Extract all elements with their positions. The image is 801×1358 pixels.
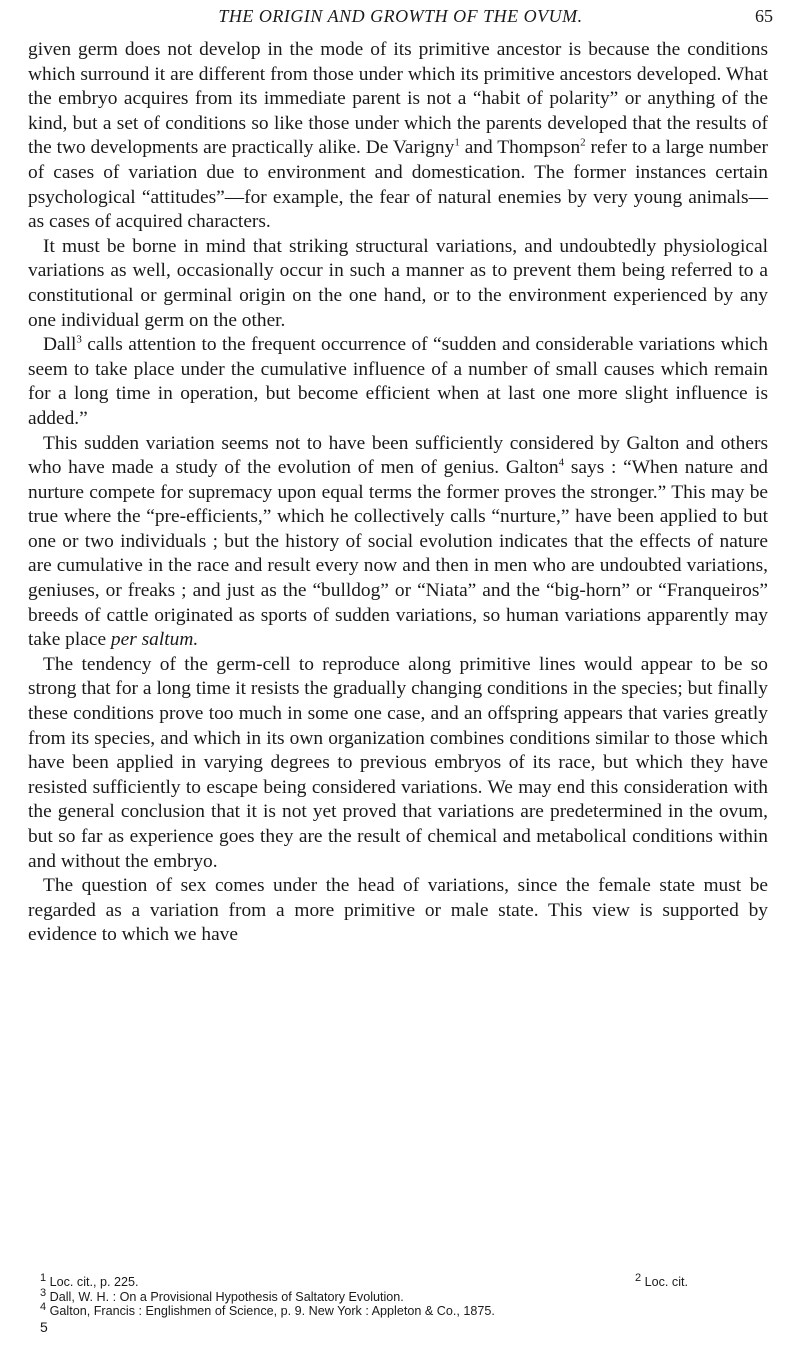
page-number: 65	[755, 6, 773, 26]
paragraph	[28, 874, 768, 948]
footnote-3	[28, 1286, 768, 1305]
footnote-marker: 4	[40, 1301, 47, 1313]
paragraph-text: and Thompson	[459, 137, 581, 159]
footnote-4	[28, 1301, 768, 1319]
footnote-reference: 1	[454, 136, 460, 149]
footnote-reference: 3	[76, 333, 82, 346]
footnote-2	[623, 1271, 688, 1290]
paragraph	[28, 653, 768, 874]
footnote-text: Dall, W. H. : On a Provisional Hypothesis of Saltatory Evolution.	[49, 1289, 404, 1304]
footnote-text: Loc. cit., p. 225.	[49, 1275, 139, 1289]
footnote-reference: 4	[558, 456, 565, 469]
footnote-marker: 3	[40, 1286, 47, 1299]
body-text	[28, 38, 768, 948]
paragraph	[28, 333, 768, 431]
paragraph-text: It must be borne in mind that striking structural variations, and undoubtedly physiological variations as well, occasionally occur in such a manner as to prevent them being referred to a constitutional or germinal origin on the one hand, or to the environment experienced by any one individual germ on the other.	[28, 235, 768, 331]
paragraph-text: This sudden variation seems not to have been sufficiently considered by Galton and others who have made a study of the evolution of men of genius. Galton	[28, 432, 768, 479]
paragraph-text: Dall	[43, 334, 77, 356]
paragraph-text: The question of sex comes under the head of variations, since the female state must be regarded as a variation from a more primitive or male state. This view is supported by evidence to which we have	[28, 875, 768, 946]
paragraph-text: The tendency of the germ-cell to reproduce along primitive lines would appear to be so strong that for a long time it resists the gradually changing conditions in the species; but finally these conditions prove too much in some one case, and an offspring appears that varies greatly from its species, and which in its own organization combines conditions similar to those which have been applied in varying degrees to previous embryos of its race, but which they have resisted sufficiently to escape being considered variations. We may end this consideration with the general conclusion that it is not yet proved that variations are predetermined in the ovum, but so far as experience goes they are the result of chemical and metabolical conditions within and without the embryo.	[28, 653, 768, 872]
footnote-marker: 1	[40, 1271, 47, 1284]
footnote-row	[28, 1271, 768, 1290]
page-header	[0, 6, 801, 32]
paragraph-text: says : “When nature and nurture compete for supremacy upon equal terms the former proves the stronger.” This may be true where the “pre-efficients,” which he collectively calls “nurture,” have been applied to but one or two individuals ; but the history of social evolution indicates that the effects of nature are cumulative in the race and result every now and then in men who are undoubted variations, geniuses, or freaks ; and just as the “bulldog” or “Niata” and the “big-horn” or “Franqueiros” breeds of cattle originated as sports of sudden variations, so human variations apparently may take place	[28, 457, 768, 651]
italic-text: per saltum.	[110, 629, 199, 651]
signature-mark: 5	[40, 1318, 48, 1335]
footnote-text: Loc. cit.	[644, 1275, 688, 1289]
paragraph-text: refer to a large number of cases of variation due to environment and domestication. The former instances certain psychological “attitudes”—for example, the fear of natural enemies by very young animals—as cases of acquired characters.	[28, 137, 768, 233]
paragraph	[28, 235, 768, 333]
paragraph-text: given germ does not develop in the mode of its primitive ancestor is because the conditions which surround it are different from those under which its primitive ancestors developed. What the embryo acquires from its immediate parent is not a “habit of polarity” or anything of the kind, but a set of conditions so like those under which the parents developed that the results of the two developments are practically alike. De Varigny	[28, 39, 768, 159]
footnote-text: Galton, Francis : Englishmen of Science, p. 9. New York : Appleton & Co., 1875.	[49, 1304, 495, 1319]
paragraph	[28, 432, 768, 653]
footnote-reference: 2	[580, 136, 586, 149]
paragraph	[28, 38, 768, 235]
running-title: THE ORIGIN AND GROWTH OF THE OVUM.	[218, 6, 583, 26]
paragraph-text: calls attention to the frequent occurrence of “sudden and considerable variations which seem to take place under the cumulative influence of a number of small causes which remain for a long time in operation, but become efficient when at last one more slight influence is added.”	[28, 334, 768, 429]
footnotes	[28, 1271, 768, 1335]
footnote-marker: 2	[634, 1271, 642, 1284]
